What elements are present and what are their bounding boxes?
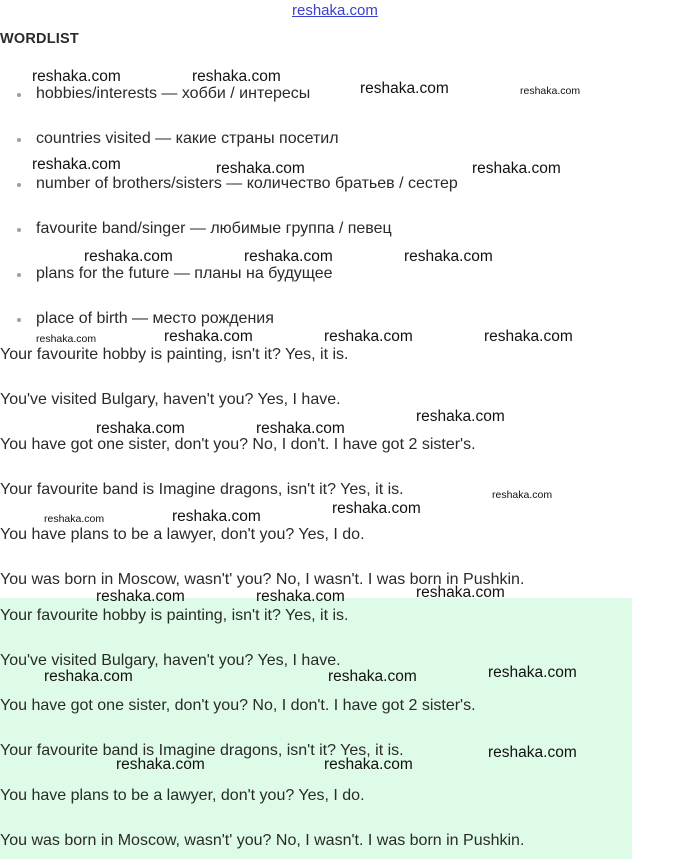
watermark: reshaka.com xyxy=(520,85,581,97)
watermark: reshaka.com xyxy=(404,248,493,265)
bullet-icon xyxy=(17,273,21,277)
highlighted-answer-block xyxy=(0,598,632,859)
watermark: reshaka.com xyxy=(328,668,417,685)
watermark: reshaka.com xyxy=(44,513,105,525)
wordlist-item-text: plans for the future — планы на будущее xyxy=(36,265,333,282)
watermark: reshaka.com xyxy=(96,420,185,437)
bullet-icon xyxy=(17,318,21,322)
sentence: You've visited Bulgary, haven't you? Yes, I have. xyxy=(0,391,341,408)
bullet-icon xyxy=(17,183,21,187)
watermark: reshaka.com xyxy=(216,160,305,177)
watermark: reshaka.com xyxy=(164,328,253,345)
watermark: reshaka.com xyxy=(256,420,345,437)
sentence: Your favourite band is Imagine dragons, isn't it? Yes, it is. xyxy=(0,481,404,498)
watermark: reshaka.com xyxy=(484,328,573,345)
answer-sentence: You have got one sister, don't you? No, I don't. I have got 2 sister's. xyxy=(0,697,476,714)
answer-sentence: Your favourite hobby is painting, isn't it? Yes, it is. xyxy=(0,607,349,624)
bullet-icon xyxy=(17,138,21,142)
watermark: reshaka.com xyxy=(32,68,121,85)
watermark: reshaka.com xyxy=(324,756,413,773)
wordlist-heading: WORDLIST xyxy=(0,31,79,47)
watermark: reshaka.com xyxy=(256,588,345,605)
bullet-icon xyxy=(17,93,21,97)
watermark: reshaka.com xyxy=(488,744,577,761)
site-link[interactable]: reshaka.com xyxy=(292,2,378,19)
wordlist-item-text: place of birth — место рождения xyxy=(36,310,274,327)
watermark: reshaka.com xyxy=(116,756,205,773)
answer-sentence: You was born in Moscow, wasn't' you? No, I wasn't. I was born in Pushkin. xyxy=(0,832,525,849)
watermark: reshaka.com xyxy=(44,668,133,685)
watermark: reshaka.com xyxy=(84,248,173,265)
answer-sentence: You've visited Bulgary, haven't you? Yes, I have. xyxy=(0,652,341,669)
sentence: You have plans to be a lawyer, don't you? Yes, I do. xyxy=(0,526,365,543)
watermark: reshaka.com xyxy=(244,248,333,265)
watermark: reshaka.com xyxy=(360,80,449,97)
watermark: reshaka.com xyxy=(32,156,121,173)
watermark: reshaka.com xyxy=(416,584,505,601)
watermark: reshaka.com xyxy=(324,328,413,345)
wordlist-item-text: favourite band/singer — любимые группа / певец xyxy=(36,220,392,237)
sentence: You have got one sister, don't you? No, I don't. I have got 2 sister's. xyxy=(0,436,476,453)
watermark: reshaka.com xyxy=(472,160,561,177)
bullet-icon xyxy=(17,228,21,232)
watermark: reshaka.com xyxy=(172,508,261,525)
wordlist-item-text: countries visited — какие страны посетил xyxy=(36,130,339,147)
watermark: reshaka.com xyxy=(96,588,185,605)
sentence: Your favourite hobby is painting, isn't it? Yes, it is. xyxy=(0,346,349,363)
wordlist-item-text: hobbies/interests — хобби / интересы xyxy=(36,85,311,102)
watermark: reshaka.com xyxy=(416,408,505,425)
answer-sentence: Your favourite band is Imagine dragons, isn't it? Yes, it is. xyxy=(0,742,404,759)
wordlist-item-text: number of brothers/sisters — количество братьев / сестер xyxy=(36,175,458,192)
sentence: You was born in Moscow, wasn't' you? No, I wasn't. I was born in Pushkin. xyxy=(0,571,525,588)
watermark: reshaka.com xyxy=(488,664,577,681)
watermark: reshaka.com xyxy=(192,68,281,85)
watermark: reshaka.com xyxy=(36,333,97,345)
watermark: reshaka.com xyxy=(492,489,553,501)
answer-sentence: You have plans to be a lawyer, don't you? Yes, I do. xyxy=(0,787,365,804)
watermark: reshaka.com xyxy=(332,500,421,517)
